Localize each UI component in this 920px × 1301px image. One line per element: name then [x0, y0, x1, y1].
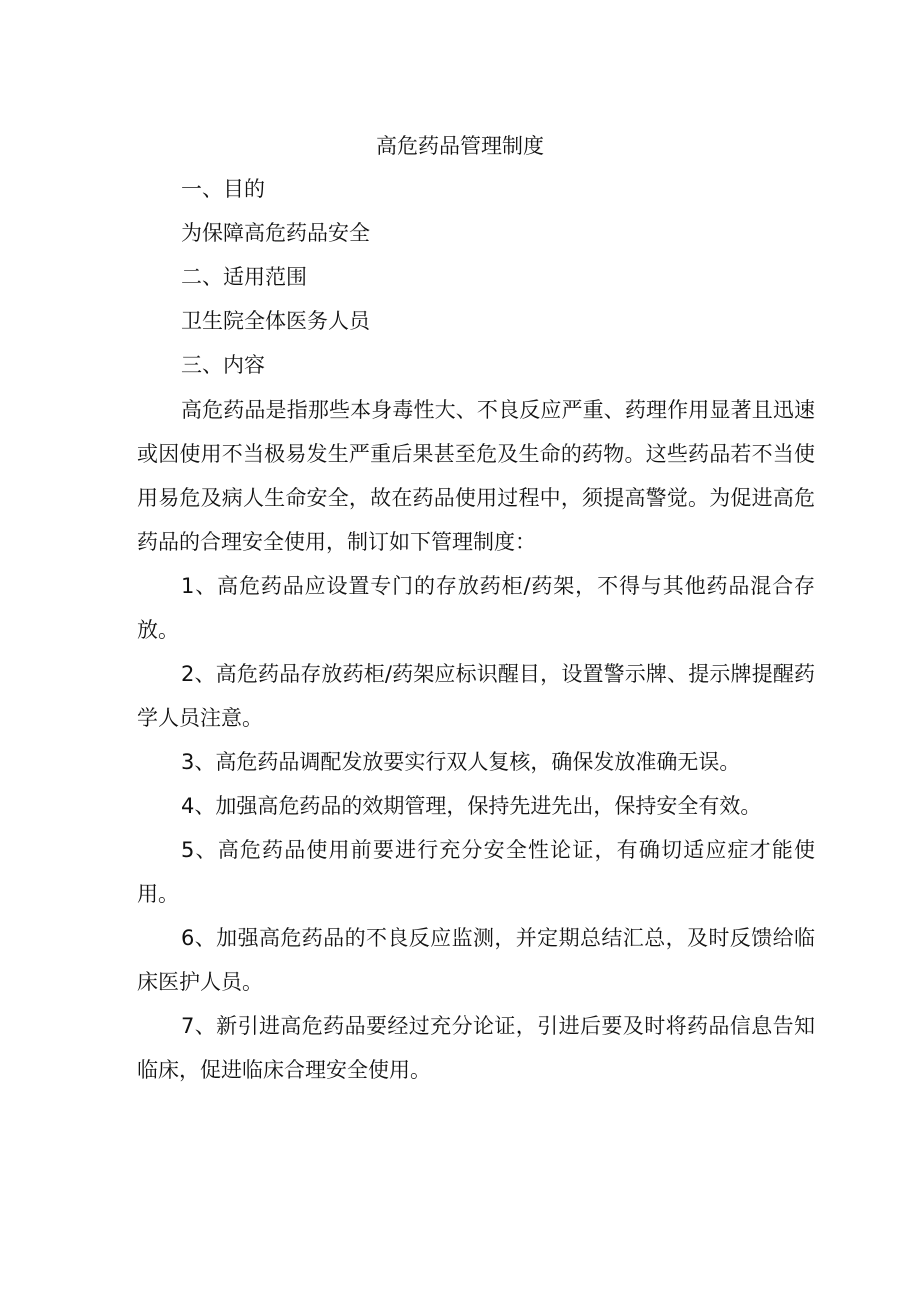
rule-4: 4、加强高危药品的效期管理，保持先进先出，保持安全有效。: [181, 794, 762, 818]
document-title: 高危药品管理制度: [376, 134, 544, 158]
rule-2: 2、高危药品存放药柜/药架应标识醒目，设置警示牌、提示牌提醒药学人员注意。: [137, 662, 815, 730]
rule-3: 3、高危药品调配发放要实行双人复核，确保发放准确无误。: [181, 750, 741, 774]
section-content-purpose: 为保障高危药品安全: [181, 221, 370, 245]
section-heading-scope: 二、适用范围: [181, 265, 307, 289]
section-content-scope: 卫生院全体医务人员: [181, 309, 370, 333]
intro-paragraph: 高危药品是指那些本身毒性大、不良反应严重、药理作用显著且迅速或因使用不当极易发生严重后果甚至危及生命的药物。这些药品若不当使用易危及病人生命安全，故在药品使用过程中，须提高警觉。为促进高危药品的合理安全使用，制订如下管理制度：: [137, 398, 815, 554]
section-heading-content: 三、内容: [181, 353, 265, 377]
section-heading-purpose: 一、目的: [181, 177, 265, 201]
rule-7: 7、新引进高危药品要经过充分论证，引进后要及时将药品信息告知临床，促进临床合理安全使用。: [137, 1014, 815, 1082]
rule-5: 5、高危药品使用前要进行充分安全性论证，有确切适应症才能使用。: [137, 838, 815, 906]
rule-6: 6、加强高危药品的不良反应监测，并定期总结汇总，及时反馈给临床医护人员。: [137, 926, 815, 994]
rule-1: 1、高危药品应设置专门的存放药柜/药架，不得与其他药品混合存放。: [137, 574, 815, 642]
